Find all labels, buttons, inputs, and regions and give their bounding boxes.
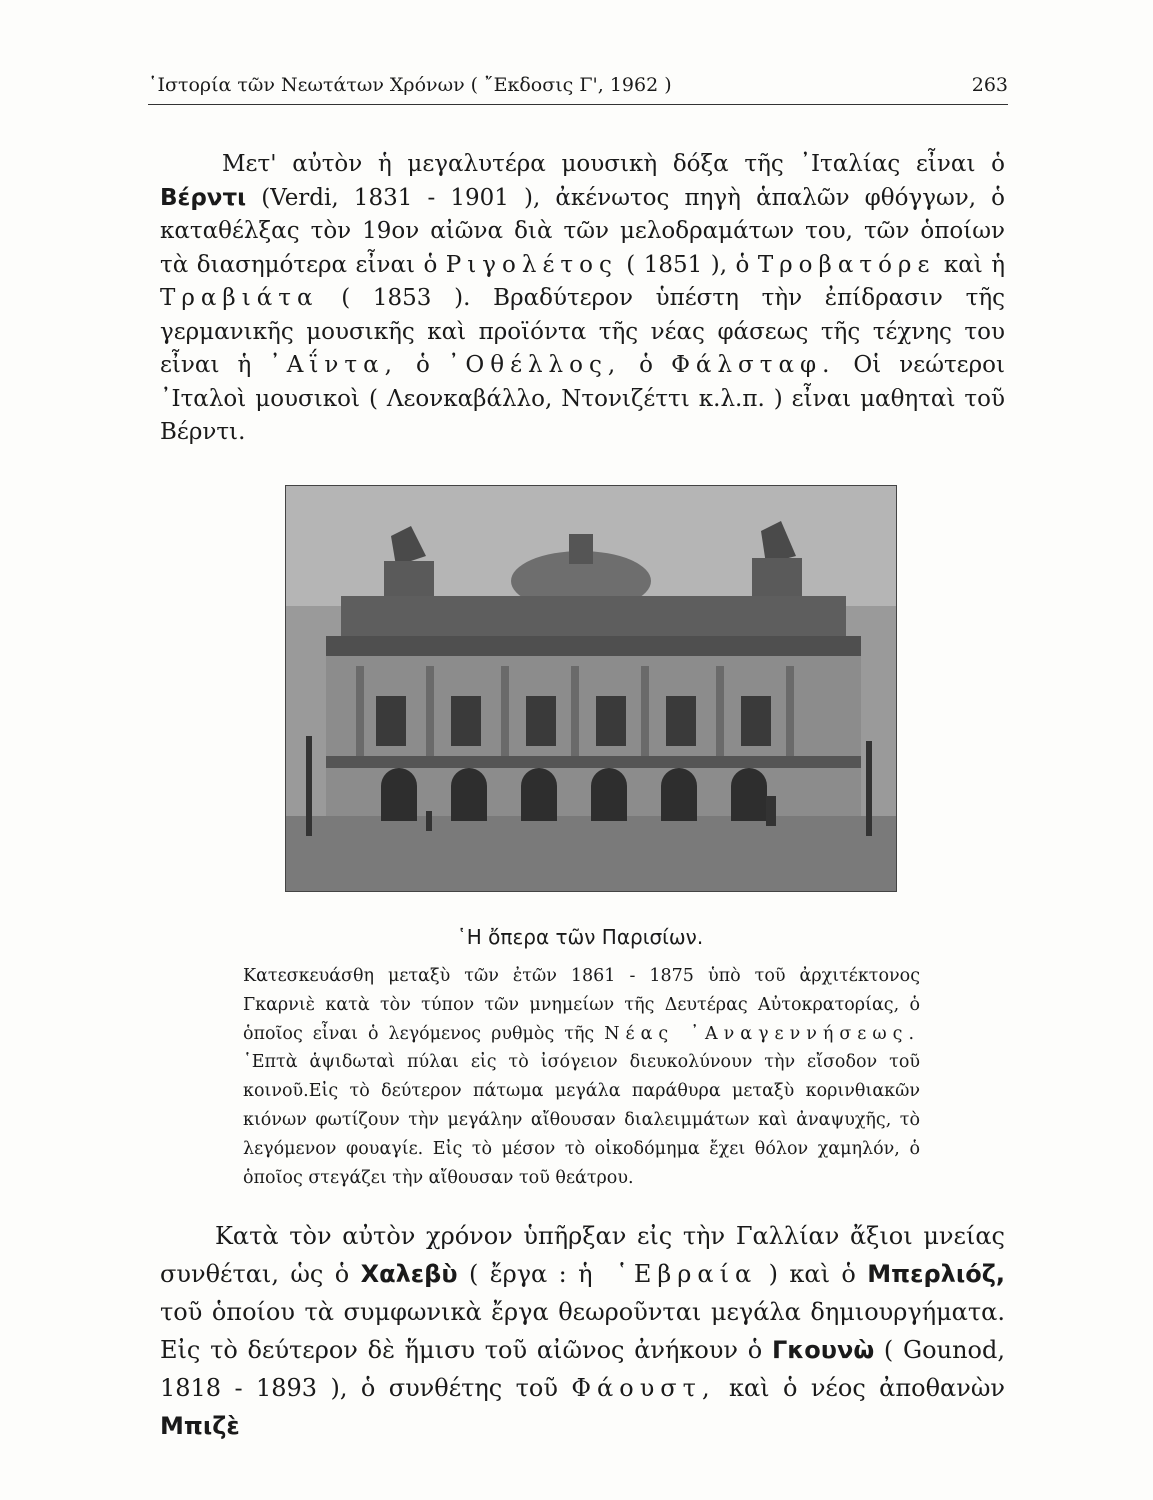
- paragraph-verdi: [160, 148, 1005, 450]
- figure-caption: ῾Η ὄπερα τῶν Παρισίων.: [456, 925, 704, 949]
- paragraph-france: [160, 1217, 1005, 1445]
- name-berlioz: Μπερλιόζ,: [867, 1260, 1005, 1288]
- name-bizet: Μπιζὲ: [160, 1412, 240, 1440]
- work-title: Τροβατόρε: [757, 251, 936, 278]
- name-verdi: Βέρντι: [160, 184, 247, 211]
- text-run: Κατεσκευάσθη μεταξὺ τῶν ἐτῶν 1861 - 1875 ὑπὸ τοῦ ἀρχιτέκτονος Γκαρνιὲ κατὰ τὸν τύπον τῶν μνημείων τῆς Δευτέρας Αὐτοκρατορίας, ὁ ὁποῖος εἶναι ὁ λεγόμενος ρυθμὸς τῆς: [243, 966, 920, 1044]
- text-run: ( ἔργα :: [457, 1260, 579, 1288]
- name-gounod: Γκουνὼ: [771, 1336, 875, 1364]
- text-run: καὶ ὁ νέος ἀποθανὼν: [715, 1374, 1005, 1402]
- work-title: ᾽Αΐντα,: [269, 352, 398, 378]
- work-title: Φάλσταφ.: [671, 352, 836, 378]
- opera-paris-photo: [285, 485, 897, 892]
- text-run: Μετ' αὐτὸν ἡ μεγαλυτέρα μουσικὴ δόξα τῆς ᾽Ιταλίας εἶναι ὁ: [222, 151, 1005, 177]
- text-run: ( Gounod, 1818 - 1893 ), ὁ συνθέτης τοῦ: [160, 1336, 1005, 1402]
- text-run: (Verdi, 1831 - 1901 ), ἀκένωτος πηγὴ ἁπαλῶν φθόγγων, ὁ καταθέλξας τὸν 19ον αἰῶνα διὰ τῶν μελοδραμάτων του, τῶν ὁποίων τὰ διασημότερα εἶναι ὁ: [160, 184, 1005, 278]
- text-run: ( 1853 ). Βραδύτερον ὑπέστη τὴν ἐπίδρασιν τῆς γερμανικῆς μουσικῆς καὶ προϊόντα τῆς νέας φάσεως τῆς τέχνης του εἶναι ἡ: [160, 285, 1005, 378]
- text-run: Κατὰ τὸν αὐτὸν χρόνον ὑπῆρξαν εἰς τὴν Γαλλίαν ἄξιοι μνείας συνθέται, ὡς ὁ: [160, 1222, 1005, 1288]
- work-title: ᾽Οθέλλος,: [447, 352, 622, 378]
- figure-description: [243, 962, 920, 1192]
- work-title: ἡ ῾Εβραία: [578, 1260, 758, 1288]
- running-header: [148, 74, 1008, 105]
- header-title: ῾Ιστορία τῶν Νεωτάτων Χρόνων ( ῎Εκδοσις Γ', 1962 ): [148, 74, 672, 96]
- work-title: Φάουστ,: [571, 1374, 716, 1402]
- work-title: Τραβιάτα: [160, 285, 319, 311]
- text-run: ὁ: [621, 352, 672, 378]
- text-run: ) καὶ ὁ: [757, 1260, 868, 1288]
- page-number: 263: [971, 74, 1008, 96]
- text-run: ὁ: [397, 352, 448, 378]
- style-name: Νέας ᾽Αναγεννήσεως.: [604, 1023, 921, 1044]
- text-run: Οἱ νεώτεροι ᾽Ιταλοὶ μουσικοὶ ( Λεονκαβάλλο, Ντονιζέττι κ.λ.π. ) εἶναι μαθηταὶ τοῦ Βέρντι.: [160, 352, 1005, 445]
- name-halevy: Χαλεβὺ: [360, 1260, 458, 1288]
- work-title: Ριγολέτος: [445, 251, 618, 278]
- text-run: τοῦ ὁποίου τὰ συμφωνικὰ ἔργα θεωροῦνται μεγάλα δημιουργήματα. Εἰς τὸ δεύτερον δὲ ἥμισυ τοῦ αἰῶνος ἀνήκουν ὁ: [160, 1298, 1005, 1364]
- text-run: ῾Επτὰ ἁψιδωταὶ πύλαι εἰς τὸ ἰσόγειον διευκολύνουν τὴν εἴσοδον τοῦ κοινοῦ.Εἰς τὸ δεύτερον πάτωμα μεγάλα παράθυρα μεταξὺ κορινθιακῶν κιόνων φωτίζουν τὴν μεγάλην αἴθουσαν διαλειμμάτων καὶ ἀναψυχῆς, τὸ λεγόμενον φουαγίε. Εἰς τὸ μέσον τὸ οἰκοδόμημα ἔχει θόλον χαμηλόν, ὁ ὁποῖος στεγάζει τὴν αἴθουσαν τοῦ θεάτρου.: [243, 1052, 920, 1188]
- text-run: ( 1851 ), ὁ: [617, 251, 758, 278]
- text-run: καὶ ἡ: [935, 251, 1005, 278]
